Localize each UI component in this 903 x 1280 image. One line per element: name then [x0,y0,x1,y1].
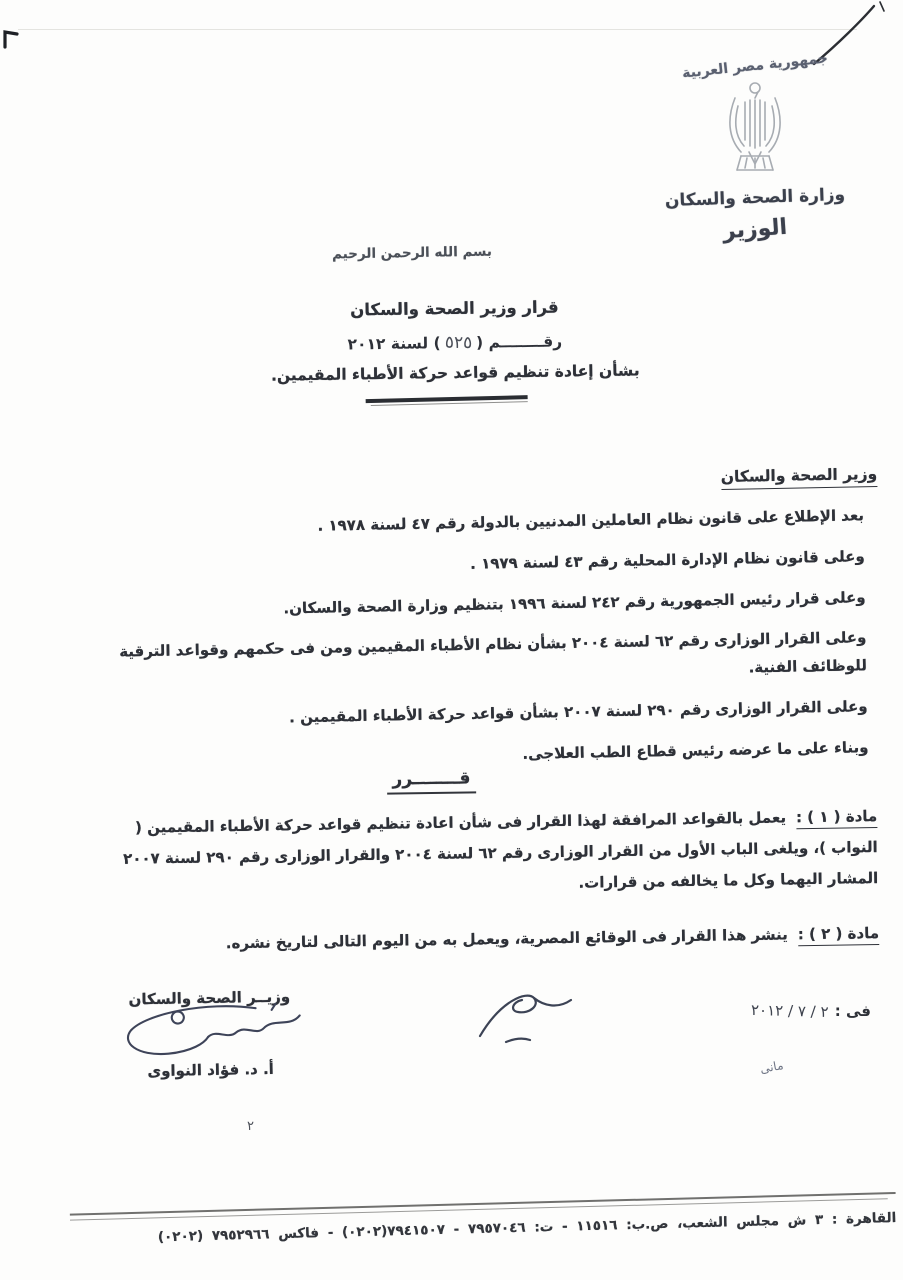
article-1 [89,801,878,907]
decree-title-block [267,296,642,406]
decree-number-line [268,330,642,355]
handwritten-note: مانى [758,1058,785,1076]
article-2 [91,918,879,962]
preamble-clause: وعلى قانون نظام الإدارة المحلية رقم ٤٣ لسنة ١٩٧٩ . [470,547,865,573]
footer-rule-thick [70,1192,896,1216]
page-number: ٢ [247,1119,254,1134]
minister-signature-block [95,987,325,1081]
article-1-label: مادة ( ١ ) : [796,807,878,829]
article-2-text: ينشر هذا القرار فى الوقائع المصرية، ويعمل به من اليوم التالى لتاريخ نشره. [225,924,788,952]
preamble-section [93,464,883,789]
articles-section [89,801,880,984]
decision-heading: قــــــــرر [386,768,476,794]
bismillah: بسم الله الرحمن الرحيم [331,243,493,263]
article-2-label: مادة ( ٢ ) : [798,924,880,946]
minister-typed-name: أ. د. فؤاد النواوى [147,1059,275,1081]
issue-date-line [751,1002,871,1020]
decree-subject: بشأن إعادة تنظيم قواعد حركة الأطباء المقيمين. [270,361,640,385]
footer [70,1192,897,1248]
preamble-clause: وبناء على ما عرضه رئيس قطاع الطب العلاجى. [522,737,869,763]
initial-signature-icon [474,986,586,1052]
preamble-clause: بعد الإطلاع على قانون نظام العاملين المدنيين بالدولة رقم ٤٧ لسنة ١٩٧٨ . [317,506,865,535]
title-divider [366,395,528,406]
signature-minister-title: وزيــر الصحة والسكان [128,987,291,1009]
decree-number-prefix: رقــــــــم ( [475,332,563,352]
issue-date-handwritten: ٢ / ٧ / ٢٠١٢ [751,1000,830,1021]
ministry-name: وزارة الصحة والسكان [664,184,846,212]
decree-heading: قرار وزير الصحة والسكان [350,297,559,320]
preamble-clause: وعلى قرار رئيس الجمهورية رقم ٢٤٢ لسنة ١٩٩٦ بتنظيم وزارة الصحة والسكان. [283,587,866,617]
decree-number-handwritten: ٥٢٥ [444,332,473,354]
preamble-clause: وعلى القرار الوزارى رقم ٢٩٠ لسنة ٢٠٠٧ بشأن قواعد حركة الأطباء المقيمين . [289,696,868,727]
eagle-emblem-icon [645,78,865,186]
issue-date-label: فى : [834,1002,871,1020]
article-1-text: يعمل بالقواعد المرافقة لهذا القرار فى شأن اعادة تنظيم قواعد حركة الأطباء المقيمين ( النواب )، ويلغى الباب الأول من القرار الوزارى رقم ٦٢ لسنة ٢٠٠٤ والقرار الوزارى رقم ٢٩٠ لسنة ٢٠٠٧ المشار اليهما وكل ما يخالفه من قرارات. [122,808,879,893]
preamble-clause: وعلى القرار الوزارى رقم ٦٢ لسنة ٢٠٠٤ بشأن نظام الأطباء المقيمين ومن فى حكمهم وقواعد الترقية للوظائف الفنية. [119,628,868,677]
footer-address: القاهرة : ٣ ش مجلس الشعب، ص.ب: ١١٥١٦ - ت: ٧٩٥٧٠٤٦ - ٧٩٤١٥٠٧(٠٢٠٢) - فاكس ٧٩٥٢٩٦٦ (٠٢٠٢) [157,1209,897,1246]
republic-name: جمهورية مصر العربية [681,50,829,82]
minister-office-title: الوزير [722,214,788,245]
letterhead [645,50,865,245]
scan-artifact-line [18,29,857,30]
decree-number-suffix: ) لسنة ٢٠١٢ [347,334,441,354]
corner-mark-icon [2,28,20,54]
preamble-heading: وزير الصحة والسكان [721,465,878,490]
